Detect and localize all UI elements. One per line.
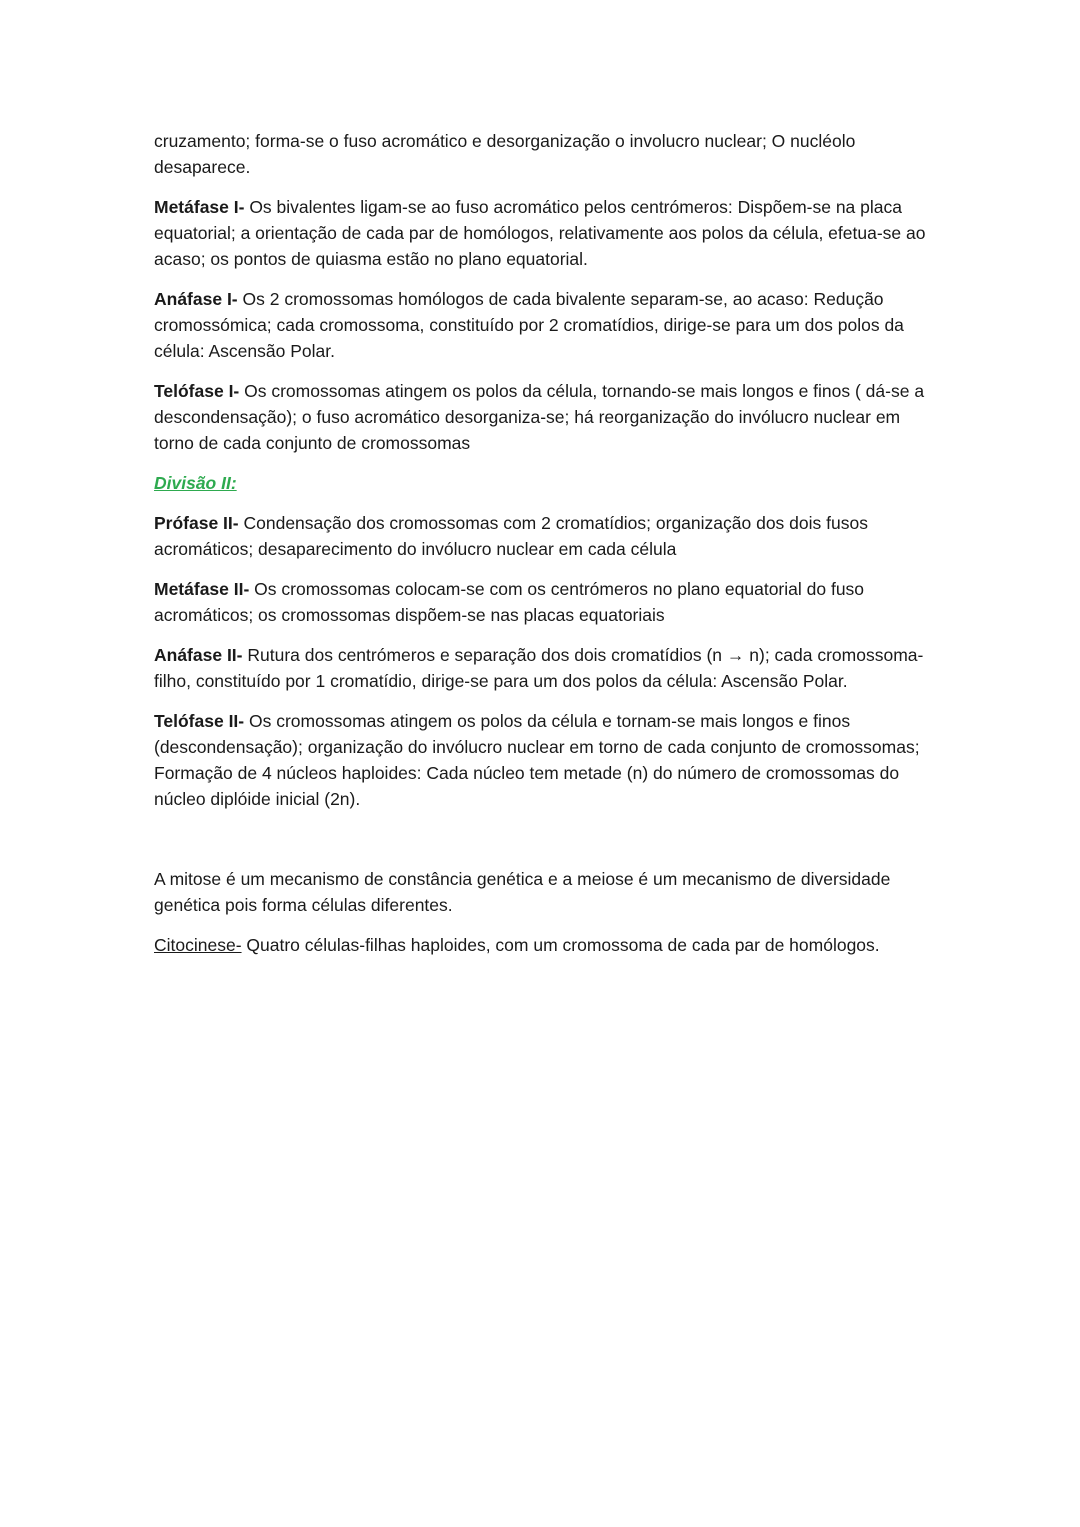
profase-2-paragraph — [154, 510, 934, 562]
telofase-2-text: Os cromossomas atingem os polos da célula e tornam-se mais longos e finos (descondensação); organização do invólucro nuclear em torno de cada conjunto de cromossomas; Formação de 4 núcleos haploides: Cada núcleo tem metade (n) do número de cromossomas do núcleo diplóide inicial (2n). — [154, 711, 920, 809]
metafase-1-term: Metáfase I- — [154, 197, 245, 217]
citocinese-text: Quatro células-filhas haploides, com um cromossoma de cada par de homólogos. — [241, 935, 880, 955]
telofase-1-term: Telófase I- — [154, 381, 240, 401]
anafase-2-term: Anáfase II- — [154, 645, 243, 665]
anafase-2-paragraph — [154, 642, 934, 694]
telofase-2-term: Telófase II- — [154, 711, 245, 731]
intro-continuation-paragraph — [154, 128, 934, 180]
conclusion-text: A mitose é um mecanismo de constância genética e a meiose é um mecanismo de diversidade genética pois forma células diferentes. — [154, 869, 891, 915]
metafase-2-term: Metáfase II- — [154, 579, 250, 599]
paragraph-spacer — [154, 826, 934, 866]
citocinese-paragraph — [154, 932, 934, 958]
intro-continuation-text: cruzamento; forma-se o fuso acromático e desorganização o involucro nuclear; O nucléolo desaparece. — [154, 131, 856, 177]
divisao-2-heading: Divisão II: — [154, 473, 237, 493]
telofase-2-paragraph — [154, 708, 934, 812]
divisao-2-heading-paragraph — [154, 470, 934, 496]
metafase-2-paragraph — [154, 576, 934, 628]
metafase-2-text: Os cromossomas colocam-se com os centrómeros no plano equatorial do fuso acromáticos; os cromossomas dispõem-se nas placas equatoriais — [154, 579, 865, 625]
citocinese-term: Citocinese- — [154, 935, 242, 955]
document-page — [154, 128, 934, 972]
anafase-1-term: Anáfase I- — [154, 289, 238, 309]
anafase-2-text: Rutura dos centrómeros e separação dos dois cromatídios (n → n); cada cromossoma-filho, constituído por 1 cromatídio, dirige-se para um dos polos da célula: Ascensão Polar. — [154, 645, 924, 691]
anafase-1-text: Os 2 cromossomas homólogos de cada bivalente separam-se, ao acaso: Redução cromossómica; cada cromossoma, constituído por 2 cromatídios, dirige-se para um dos polos da célula: Ascensão Polar. — [154, 289, 904, 361]
telofase-1-paragraph — [154, 378, 934, 456]
conclusion-paragraph — [154, 866, 934, 918]
anafase-1-paragraph — [154, 286, 934, 364]
profase-2-text: Condensação dos cromossomas com 2 cromatídios; organização dos dois fusos acromáticos; desaparecimento do invólucro nuclear em cada célula — [154, 513, 868, 559]
profase-2-term: Prófase II- — [154, 513, 239, 533]
telofase-1-text: Os cromossomas atingem os polos da célula, tornando-se mais longos e finos ( dá-se a descondensação); o fuso acromático desorganiza-se; há reorganização do invólucro nuclear em torno de cada conjunto de cromossomas — [154, 381, 925, 453]
metafase-1-paragraph — [154, 194, 934, 272]
metafase-1-text: Os bivalentes ligam-se ao fuso acromático pelos centrómeros: Dispõem-se na placa equatorial; a orientação de cada par de homólogos, relativamente aos polos da célula, efetua-se ao acaso; os pontos de quiasma estão no plano equatorial. — [154, 197, 926, 269]
